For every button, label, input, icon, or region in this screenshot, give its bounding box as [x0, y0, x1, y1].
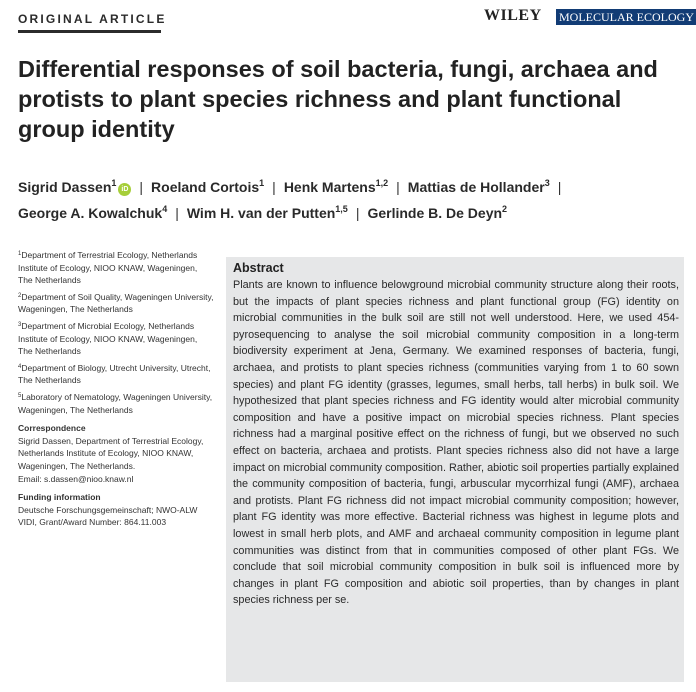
author-list — [18, 174, 678, 226]
affiliation: $^5$Laboratory of Nematology, Wageningen University, Wageningen, The Netherlands — [18, 391, 213, 415]
abstract-heading: Abstract — [233, 261, 284, 275]
correspondence-email[interactable]: Email: s.dassen@nioo.knaw.nl — [18, 473, 134, 484]
article-type: ORIGINAL ARTICLE — [18, 12, 167, 26]
sidebar-info — [18, 249, 214, 529]
author[interactable]: Henk Martens$^{1,2}$ — [283, 178, 389, 195]
author-separator: | — [557, 179, 562, 195]
abstract-box — [226, 257, 684, 682]
article-title: Differential responses of soil bacteria, fungi, archaea and protists to plant species richness and plant functional group identity — [18, 56, 658, 142]
author-separator: | — [272, 179, 276, 195]
abstract-text: Plants are known to influence belowground microbial community structure along their roots, but the impacts of plant species richness and plant functional group (FG) identity on microbial communities in the bulk soil are still not well understood. Here, we used 454-pyrosequencing to analyse the soil microbial community composition in a long-term biodiversity experiment at Jena, Germany. We examined responses of bacteria, fungi, archaea, and protists to plant species richness (communities varying from 1 to 60 sown species) and plant FG identity (grasses, legumes, small herbs, tall herbs) in bulk soil. We hypothesized that plant species richness and FG identity would alter microbial community composition and have a positive impact on microbial species richness. Plant species richness had a marginal positive effect on the richness of fungi, but we observed no such effect on bacteria, archaea and protists. Plant species richness also did not have a large impact on microbial community composition. Rather, abiotic soil properties partially explained the community composition of bacteria, fungi, arbuscular mycorrhizal fungi (AMF), archaea and protists. Plant FG richness did not impact microbial community composition; however, plant FG identity was more effective. Bacterial richness was highest in legume plots and lowest in small herb plots, and AMF and archaeal community composition in legume plant communities was distinct from that in communities composed of other plant FGs. We conclude that soil microbial community composition in bulk soil is influenced more by changes in plant FG composition and abiotic soil properties, than by changes in plant species richness per se. — [233, 279, 679, 607]
funding-heading: Funding information — [18, 492, 101, 503]
funding-text: Deutsche Forschungsgemeinschaft; NWO-ALW VIDI, Grant/Award Number: 864.11.003 — [18, 504, 198, 528]
author[interactable]: Wim H. van der Putten$^{1,5}$ — [186, 204, 348, 221]
affiliation: $^3$Department of Microbial Ecology, Netherlands Institute of Ecology, NIOO KNAW, Wageningen, The Netherlands — [18, 320, 198, 357]
author[interactable]: George A. Kowalchuk$^4$ — [18, 204, 168, 221]
author-separator: | — [175, 205, 179, 221]
article-type-rule — [18, 30, 161, 33]
author-separator: | — [355, 205, 360, 221]
author[interactable]: Roeland Cortois$^1$ — [151, 178, 265, 195]
affiliation: $^1$Department of Terrestrial Ecology, Netherlands Institute of Ecology, NIOO KNAW, Wageningen, The Netherlands — [18, 250, 198, 286]
publisher-logo: WILEY — [484, 7, 542, 24]
correspondence-heading: Correspondence — [18, 423, 86, 434]
author-separator: | — [139, 179, 144, 195]
affiliation: $^4$Department of Biology, Utrecht University, Utrecht, The Netherlands — [18, 362, 211, 386]
orcid-icon[interactable]: iD — [118, 183, 131, 196]
author[interactable]: Sigrid Dassen$^1$ — [18, 178, 117, 195]
author[interactable]: Gerlinde B. De Deyn$^2$ — [367, 204, 508, 221]
author-separator: | — [396, 179, 400, 195]
author[interactable]: Mattias de Hollander$^3$ — [407, 178, 550, 195]
correspondence-text: Sigrid Dassen, Department of Terrestrial Ecology, Netherlands Institute of Ecology, NIOO KNAW, Wageningen, The Netherlands. — [18, 435, 204, 471]
affiliation: $^2$Department of Soil Quality, Wageningen University, Wageningen, The Netherlands — [18, 291, 214, 315]
journal-name: MOLECULAR ECOLOGY — [556, 9, 696, 25]
